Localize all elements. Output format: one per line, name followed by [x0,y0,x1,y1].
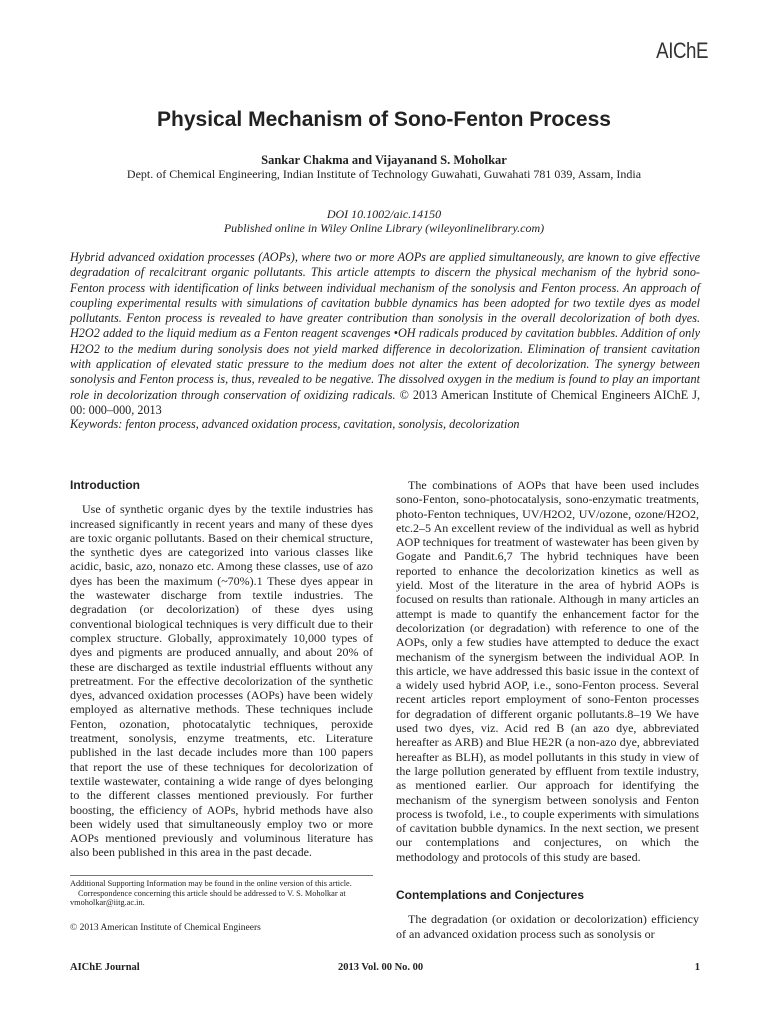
keywords: Keywords: fenton process, advanced oxidation process, cavitation, sonolysis, decolorization [70,417,520,431]
footer-page-number: 1 [694,962,700,973]
authors: Sankar Chakma and Vijayanand S. Moholkar [261,153,507,167]
contemplations-section [396,888,699,941]
doi: DOI 10.1002/aic.14150 [326,207,442,221]
contemplations-heading: Contemplations and Conjectures [396,888,585,902]
right-column [396,478,699,864]
contemplations-paragraph: The degradation (or oxidation or decolorization) efficiency of an advanced oxidation process such as sonolysis or [396,912,699,941]
right-paragraph: The combinations of AOPs that have been used includes sono-Fenton, sono-photocatalysis, sono-enzymatic treatments, photo-Fenton techniques, UV/H2O2, UV/ozone, ozone/H2O2, etc.2–5 An excellent review of the individual as well as hybrid AOP techniques for treatment of wastewater has been given by Gogate and Pandit.6,7 The hybrid techniques have been reported to enhance the decolorization kinetics as well as yield. Most of the literature in the area of hybrid AOPs is focused on results than rationale. Although in many articles an attempt is made to quantify the enhancement factor for the decolorization (or degradation) with reference to one of the AOPs, only a few studies have attempted to deduce the exact mechanism of the synergism between the individual AOP. In this article, we have addressed this basic issue in the context of a widely used hybrid AOP, i.e., sono-Fenton process. Several recent articles report employment of sono-Fenton processes for degradation of different organic pollutants.8–19 We have used two dyes, viz. Acid red B (an azo dye, abbreviated hereafter as ARB) and Blue HE2R (a non-azo dye, abbreviated hereafter as BLH), as model pollutants in this study in view of the large pollution generated by effluent from textile industry, as mentioned earlier. Our approach for identifying the mechanism of the synergism between sonolysis and Fenton process is twofold, i.e., to couple experiments with simulations of cavitation bubble dynamics. In the next section, we present our contemplations and conjectures, on which the methodology and protocols of this study are based. [396,478,699,864]
abstract-text: Hybrid advanced oxidation processes (AOPs), where two or more AOPs are applied simultaneously, are known to give effective degradation of recalcitrant organic pollutants. This article attempts to discern the physical mechanism of the hybrid sono-Fenton process with identification of links between individual mechanism of the sonolysis and Fenton process. An approach of coupling experimental results with simulations of cavitation bubble dynamics has been adopted for two textile dyes as model pollutants. Fenton process is revealed to have greater contribution than sonolysis in the overall decolorization of both dyes. H2O2 added to the liquid medium as a Fenton reagent scavenges •OH radicals produced by cavitation bubbles. Addition of only H2O2 to the medium during sonolysis does not yield marked difference in decolorization. Elimination of transient cavitation with application of elevated static pressure to the medium does not alter the extent of decolorization. The synergy between sonolysis and Fenton process is, thus, revealed to be negative. The dissolved oxygen in the medium is found to play an important role in decolorization through conservation of oxidizing radicals. [70,250,700,402]
abstract [70,250,700,418]
footnotes [70,879,373,908]
published-line: Published online in Wiley Online Library (wileyonlinelibrary.com) [223,221,545,235]
footer-journal: AIChE Journal [70,962,140,973]
copyright: © 2013 American Institute of Chemical Engineers [70,923,261,933]
journal-logo: AIChE [656,38,708,63]
abstract-copyright: © 2013 American Institute of Chemical Engineers AIChE J, 00: 000–000, 2013 [70,387,700,417]
footnote-supporting-info: Additional Supporting Information may be found in the online version of this article. [70,879,352,888]
left-column [70,478,373,860]
intro-paragraph: Use of synthetic organic dyes by the textile industries has increased significantly in recent years and many of these dyes are toxic organic pollutants. Based on their chemical structure, the synthetic dyes are categorized into various classes like acidic, basic, azo, nonazo etc. Among these classes, use of azo dyes has been the maximum (~70%).1 These dyes appear in the wastewater discharge from textile industries. The degradation (or decolorization) of these dyes using conventional biological techniques is very difficult due to their complex structure. Globally, approximately 10,000 types of dyes and pigments are produced annually, and about 20% of these are discharged as textile industrial effluents without any pretreatment. For the effective decolorization of the synthetic dyes, advanced oxidation processes (AOPs) have been widely employed as alternative methods. These techniques include Fenton, ozonation, photocatalytic techniques, peroxide treatment, sonolysis, enzyme treatments, etc. Literature published in the last decade includes more than 100 papers that report the use of these techniques for decolorization of textile wastewater, containing a wide range of dyes belonging to the different classes mentioned previously. For further boosting, the efficiency of AOPs, hybrid methods have also been widely used that simultaneously employ two or more AOPs mentioned previously and voluminous literature has also been published in this area in the past decade. [70,502,373,860]
article-title: Physical Mechanism of Sono-Fenton Process [157,108,611,131]
footnote-divider [70,875,373,876]
footnote-correspondence: Correspondence concerning this article should be addressed to V. S. Moholkar at vmoholkar@iitg.ac.in. [70,888,346,908]
affiliation: Dept. of Chemical Engineering, Indian Institute of Technology Guwahati, Guwahati 781 039, Assam, India [126,167,642,181]
footer-issue: 2013 Vol. 00 No. 00 [338,962,424,973]
intro-heading: Introduction [70,478,140,492]
